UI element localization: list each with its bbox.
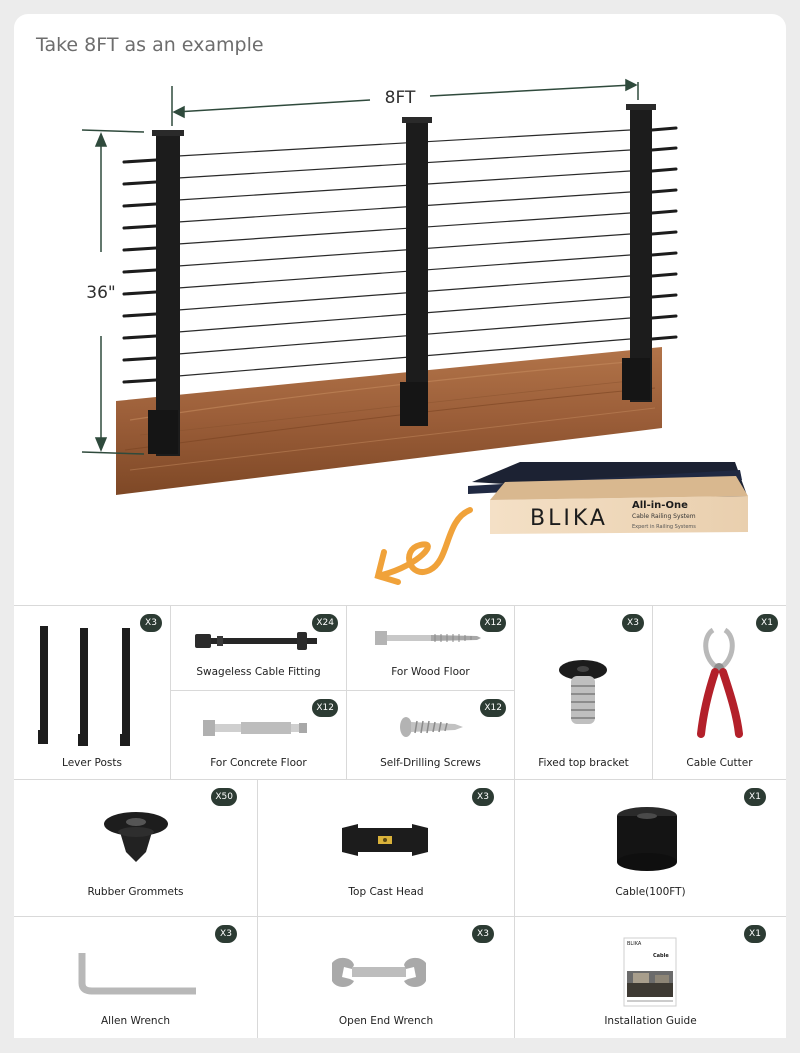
qty-badge: X1 bbox=[744, 925, 766, 943]
anchor-bolt-icon bbox=[201, 715, 311, 741]
item-top-bracket bbox=[515, 606, 653, 780]
qty-badge: X3 bbox=[622, 614, 644, 632]
box-title: All-in-One bbox=[632, 500, 688, 511]
cast-head-icon bbox=[338, 822, 432, 858]
cable-fitting-icon bbox=[191, 626, 331, 656]
item-allen-wrench bbox=[14, 917, 258, 1038]
cable-fittings-left bbox=[124, 160, 156, 382]
headline: Take 8FT as an example bbox=[36, 34, 264, 56]
item-open-wrench bbox=[258, 917, 515, 1038]
item-guide bbox=[515, 917, 786, 1038]
item-grommets bbox=[14, 780, 258, 917]
qty-badge: X12 bbox=[312, 699, 338, 717]
item-label: Swageless Cable Fitting bbox=[196, 666, 321, 678]
item-cable-fitting bbox=[171, 606, 347, 691]
item-lever-posts bbox=[14, 606, 171, 780]
shipping-box bbox=[468, 462, 748, 534]
cable-spool-icon bbox=[615, 806, 679, 872]
qty-badge: X12 bbox=[480, 614, 506, 632]
item-label: For Wood Floor bbox=[391, 666, 470, 678]
open-wrench-icon bbox=[328, 955, 430, 991]
item-label: Rubber Grommets bbox=[87, 886, 184, 898]
item-wood-floor bbox=[347, 606, 515, 691]
guide-text bbox=[623, 937, 677, 971]
grommet-icon bbox=[100, 810, 172, 866]
drill-screw-icon bbox=[399, 713, 465, 741]
qty-badge: X3 bbox=[215, 925, 237, 943]
bracket-screw-icon bbox=[555, 658, 611, 728]
box-subtitle: Cable Railing System bbox=[632, 513, 696, 520]
item-label: Top Cast Head bbox=[348, 886, 424, 898]
cables bbox=[178, 130, 630, 376]
item-label: Open End Wrench bbox=[338, 1015, 434, 1027]
item-cable bbox=[515, 780, 786, 917]
item-label: Cable(100FT) bbox=[615, 886, 686, 898]
box-brand: BLIKA bbox=[530, 506, 608, 531]
qty-badge: X1 bbox=[744, 788, 766, 806]
item-label: Fixed top bracket bbox=[538, 757, 629, 769]
item-label: Self-Drilling Screws bbox=[380, 757, 481, 769]
lever-posts-icon bbox=[34, 622, 154, 748]
qty-badge: X3 bbox=[472, 925, 494, 943]
components-grid bbox=[14, 606, 786, 1038]
item-label: Cable Cutter bbox=[686, 757, 753, 769]
guide-title: Cable bbox=[653, 953, 669, 959]
cable-fittings-right bbox=[652, 128, 676, 339]
item-label: For Concrete Floor bbox=[210, 757, 307, 769]
arrow-icon bbox=[378, 510, 470, 582]
lag-screw-icon bbox=[373, 626, 483, 650]
guide-brand: BLIKA bbox=[627, 941, 642, 947]
allen-wrench-icon bbox=[74, 947, 200, 997]
item-label: Installation Guide bbox=[604, 1015, 697, 1027]
qty-badge: X12 bbox=[480, 699, 506, 717]
qty-badge: X24 bbox=[312, 614, 338, 632]
item-cast-head bbox=[258, 780, 515, 917]
qty-badge: X3 bbox=[472, 788, 494, 806]
qty-badge: X3 bbox=[140, 614, 162, 632]
item-drilling-screws bbox=[347, 691, 515, 780]
box-tagline: Expert in Railing Systems bbox=[632, 524, 696, 530]
cable-cutter-icon bbox=[689, 626, 749, 738]
item-cable-cutter bbox=[653, 606, 786, 780]
item-concrete-floor bbox=[171, 691, 347, 780]
qty-badge: X50 bbox=[211, 788, 237, 806]
width-label: 8FT bbox=[384, 88, 416, 108]
item-label: Lever Posts bbox=[62, 757, 122, 769]
item-label: Allen Wrench bbox=[100, 1015, 170, 1027]
qty-badge: X1 bbox=[756, 614, 778, 632]
height-label: 36" bbox=[86, 283, 116, 303]
